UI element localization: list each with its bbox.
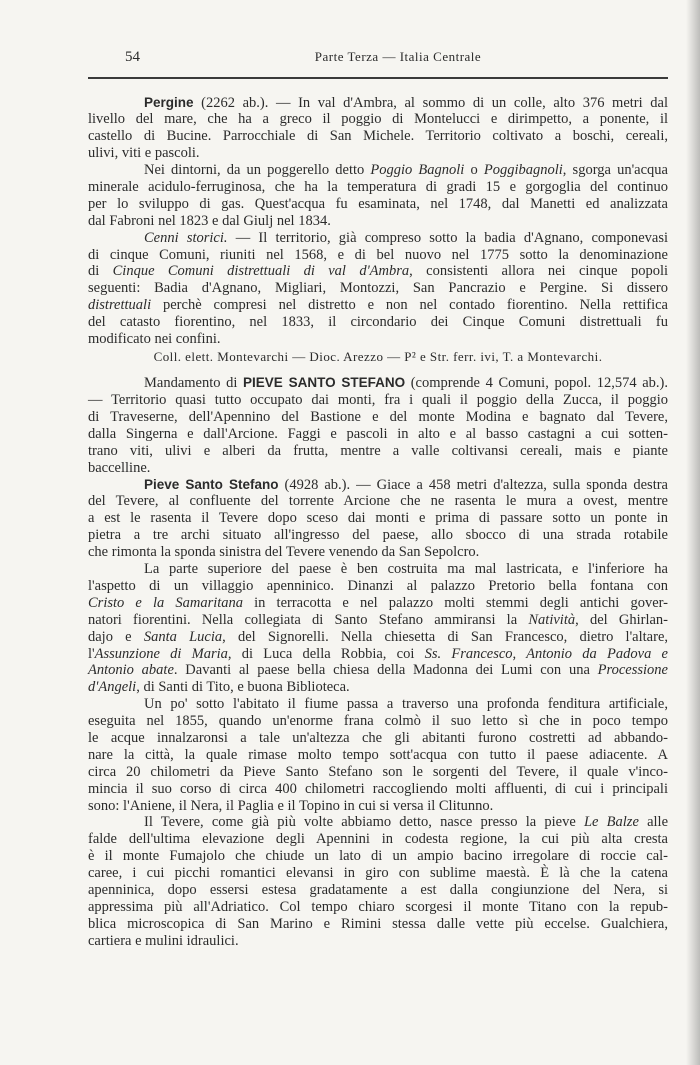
page-edge-shadow [686,0,700,1065]
body-text [88,95,668,950]
text-run: Mandamento di [144,375,244,392]
text-run: le acque innalzaronsi a tale un'altezza che gli abitanti furono costretti ad abbando- [88,729,668,746]
text-run: blica microscopica di San Marino e Rimini stessa dalle vette più eccelse. Gualchiera, [88,915,668,932]
text-line [88,544,668,561]
text-run: , di Luca della Robbia, coi [227,645,425,662]
text-line [88,713,668,730]
paragraph [88,162,668,230]
text-line [88,916,668,933]
text-run: — Territorio quasi tutto occupato dai monti, fra i quali il poggio della Zucca, il poggio [88,392,668,409]
text-run: di [88,263,113,280]
running-title: Parte Terza — Italia Centrale [314,49,482,64]
text-run: La parte superiore del paese è ben costruita ma mal lastricata, e l'inferiore ha [144,561,668,578]
text-line [88,848,668,865]
text-line [88,493,668,510]
text-line [88,561,668,578]
text-run: , del Ghirlan- [575,611,668,628]
text-line [88,679,668,696]
paragraph [88,95,668,163]
text-run: sono: l'Aniene, il Nera, il Paglia e il Topino in cui si versa il Clitunno. [88,797,494,814]
text-line [88,95,668,112]
page-number: 54 [125,49,140,65]
text-run: Il Tevere, come già più volte abbiamo detto, nasce presso la pieve [144,814,584,831]
text-run: dal Fabroni nel 1823 e dal Giulj nel 1834. [88,212,331,229]
text-line [88,213,668,230]
text-line [88,764,668,781]
italic-text: Poggio Bagnoli [370,162,465,179]
bold-heading: Pieve Santo Stefano [144,476,279,492]
text-run: nare la città, la quale rimase molto tempo sott'acqua con tutto il paese adiacente. A [88,746,668,763]
text-run: . Davanti al paese bella chiesa della Madonna dei Lumi con una [173,662,598,679]
text-line [88,831,668,848]
text-run: Coll. elett. Montevarchi — Dioc. Arezzo — P² e Str. ferr. ivi, T. a Montevarchi. [153,348,603,364]
text-line [88,331,668,348]
text-run: per lo sviluppo di gas. Quest'acqua fu esaminata, nel 1748, dal Manetti ed analizzata [88,195,668,212]
text-line [88,128,668,145]
text-line [88,297,668,314]
text-line [88,392,668,409]
italic-text: Santa Lucia [143,628,223,645]
text-run: ulivi, viti e pascoli. [88,145,200,162]
text-run: eseguita nel 1855, quando un'enorme frana colmò il suo letto sì che in poco tempo [88,713,668,730]
text-line [88,375,668,392]
text-run: modificato nei confini. [88,330,221,347]
italic-text: Processione [597,662,668,679]
paragraph [88,375,668,476]
italic-text: Cinque Comuni distrettuali di val d'Ambra [112,263,410,280]
text-line [88,933,668,950]
text-run: minerale acidulo-ferruginosa, che ha la temperatura di gradi 15 e gorgoglia del continuo [88,178,668,195]
text-line [88,111,668,128]
text-run: l' [88,645,95,662]
text-line [88,349,668,366]
text-line [88,747,668,764]
italic-text: Antonio abate [88,662,174,679]
italic-text: Le Balze [583,814,639,831]
text-run: dajo e [88,628,144,645]
text-run: dalla Singerna e dall'Arcione. Faggi e pascoli in alto e al basso castagni a cui sotten- [88,425,668,442]
text-run: caree, i cui picchi romantici elevansi in giro con sublime maestà. È là che la catena [88,865,668,882]
text-run: del catasto fiorentino, nel 1833, il circondario dei Cinque Comuni distrettuali fu [88,314,668,331]
text-line [88,145,668,162]
text-line [88,460,668,477]
text-line [88,409,668,426]
text-run: che rimonta la sponda sinistra del Tevere venendo da San Sepolcro. [88,544,480,561]
text-run: perchè compresi nel distretto e non nel contado fiorentino. Nella rettifica [151,297,668,314]
text-run: cartiera e mulini idraulici. [88,932,239,949]
text-line [88,263,668,280]
text-run: (comprende 4 Comuni, popol. 12,574 ab.). [405,375,668,392]
text-run: è il monte Fumajolo che chiude un lato di un ampio bacino irregolare di roccie cal- [88,848,668,865]
text-line [88,798,668,815]
text-run: o [464,162,484,179]
italic-text: Assunzione di Maria [94,645,228,662]
text-line [88,230,668,247]
text-line [88,662,668,679]
text-run: , sgorga un'acqua [562,162,668,179]
text-run: mincia il suo corso di circa 400 chilometri raccogliendo molti affluenti, di cui i principali [88,780,668,797]
text-line [88,443,668,460]
text-run: castello di Bucine. Parrocchiale di San Michele. Territorio coltivato a boschi, cereali, [88,128,668,145]
text-line [88,865,668,882]
italic-text: Poggibagnoli [483,162,563,179]
text-line [88,179,668,196]
italic-text: Natività [528,611,576,628]
text-line [88,527,668,544]
paragraph [88,477,668,561]
text-run: alle [638,814,669,831]
text-line [88,196,668,213]
text-line [88,477,668,494]
text-line [88,629,668,646]
text-line [88,314,668,331]
text-line [88,882,668,899]
text-line [88,510,668,527]
paragraph [88,561,668,696]
text-line [88,646,668,663]
text-run: circa 20 chilometri da Pieve Santo Stefano son le sorgenti del Tevere, il quale v'inco- [88,763,668,780]
header-rule [88,77,668,79]
text-run: in terracotta e nel palazzo molti stemmi degli antichi gover- [243,594,669,611]
text-run: seguenti: Badia d'Agnano, Migliari, Montozzi, San Pancrazio e Pergine. Si dissero [88,280,668,297]
text-run: appressima più all'Adriatico. Col tempo chiaro scorgesi il monte Titano con la repub- [88,898,668,915]
text-run: falde dell'ultima elevazione degli Apennini in codesta regione, la cui più alta cresta [88,831,668,848]
text-run: trano viti, ulivi e alberi da frutta, mentre a valle coltivansi cereali, mais e piante [88,442,668,459]
text-run: apenninica, dopo essersi estesa gradatamente a est dalla congiunzione del Nera, si [88,881,668,898]
text-run: (2262 ab.). — In val d'Ambra, al sommo di un colle, alto 376 metri dal [193,94,668,111]
text-run: Nei dintorni, da un poggerello detto [144,162,371,179]
text-line [88,612,668,629]
text-line [88,162,668,179]
text-line [88,781,668,798]
text-run: baccelline. [88,459,151,476]
text-run: di Traveserne, dell'Apennino del Bastione e del monte Modina e bagnato dal Tevere, [88,409,668,426]
text-run: , consistenti allora nei cinque popoli [409,263,669,280]
paragraph [88,230,668,348]
text-line [88,595,668,612]
text-run: , del Signorelli. Nella chiesetta di San Francesco, dietro l'altare, [222,628,668,645]
text-line [88,426,668,443]
paragraph [88,814,668,949]
text-run: livello del mare, che ha a greco il poggio di Montelucci e dirimpetto, a ponente, il [88,111,668,128]
text-line [88,730,668,747]
italic-text: d'Angeli [88,679,137,696]
text-run: pietra a tre archi situato all'ingresso del paese, allo sbocco di una strada rotabile [88,527,668,544]
text-run: Un po' sotto l'abitato il fiume passa a traverso una profonda fenditura artificiale, [144,696,668,713]
text-line [88,280,668,297]
collegio-diocesi-note [88,349,668,366]
text-run: di cinque Comuni, riuniti nel 1568, e di bel nuovo nel 1775 sotto la denominazione [88,246,668,263]
text-run: , di Santi di Tito, e buona Biblioteca. [136,679,350,696]
text-run: natori fiorentini. Nella collegiata di Santo Stefano ammiransi la [88,611,529,628]
text-line [88,814,668,831]
text-run: (4928 ab.). — Giace a 458 metri d'altezza, sulla sponda destra [278,476,668,493]
text-line [88,899,668,916]
italic-text: Cristo e la Samaritana [88,594,244,611]
text-line [88,696,668,713]
bold-heading: Pergine [144,94,194,110]
text-line [88,247,668,264]
paragraph [88,696,668,814]
text-run: a est le rasenta il Tevere dopo sceso dai monti e prima di passare sotto un ponte in [88,510,668,527]
italic-text: Ss. Francesco, Antonio da Padova e [424,645,668,662]
italic-text: Cenni storici. [144,229,228,246]
italic-text: distrettuali [88,297,152,314]
text-run: l'aspetto di un villaggio apenninico. Dinanzi al palazzo Pretorio bella fontana con [88,577,668,594]
bold-heading: PIEVE SANTO STEFANO [243,375,406,391]
text-run: del Tevere, al confluente del torrente Arcione che ne rasenta le mura a ovest, mentre [88,493,668,510]
text-line [88,578,668,595]
text-run: — Il territorio, già compreso sotto la badia d'Agnano, componevasi [227,229,668,246]
